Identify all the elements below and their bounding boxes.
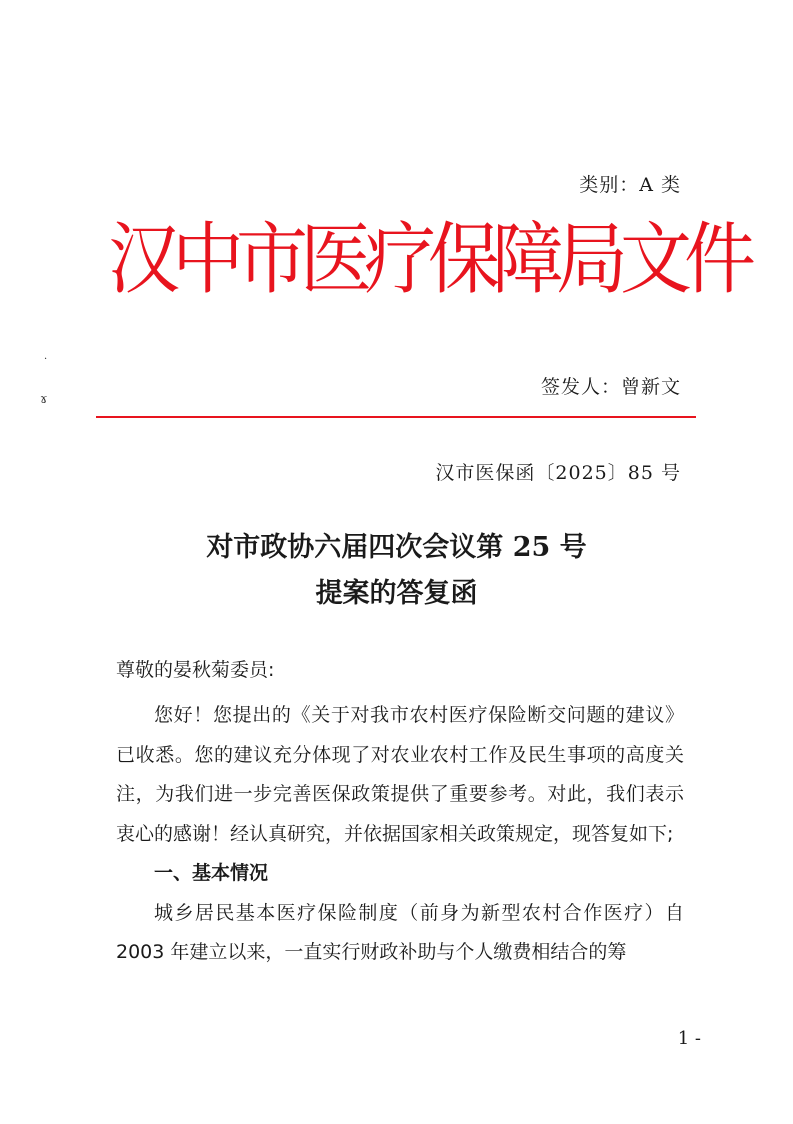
document-title-line-1: 对市政协六届四次会议第 25 号 [206,532,587,563]
margin-mark: · [44,354,48,365]
section-heading: 一、基本情况 [154,862,269,884]
body-paragraph: 您好！您提出的《关于对我市农村医疗保险断交问题的建议》已收悉。您的建议充分体现了对农业农村工作及民生事项的高度关注，为我们进一步完善医保政策提供了重要参考。对此，我们表示衷心的感谢！经认真研究，并依据国家相关政策规定，现答复如下; [116,704,684,845]
page-number: 1 - [677,1028,701,1049]
document-title-line-2: 提案的答复函 [315,578,478,609]
salutation: 尊敬的晏秋菊委员: [116,659,275,681]
body-paragraph: 城乡居民基本医疗保险制度（前身为新型农村合作医疗）自 2003 年建立以来，一直实行财政补助与个人缴费相结合的筹 [116,901,684,963]
body-text [116,696,684,973]
signer-line: 签发人：曾新文 [540,376,681,398]
category-label: 类别：A 类 [579,174,681,196]
red-divider [96,416,696,418]
document-header-title: 汉中市医疗保障局文件 [108,213,749,305]
margin-mark: ɤ [40,392,48,407]
document-title [0,525,793,617]
document-number: 汉市医保函〔2025〕85 号 [435,462,681,484]
